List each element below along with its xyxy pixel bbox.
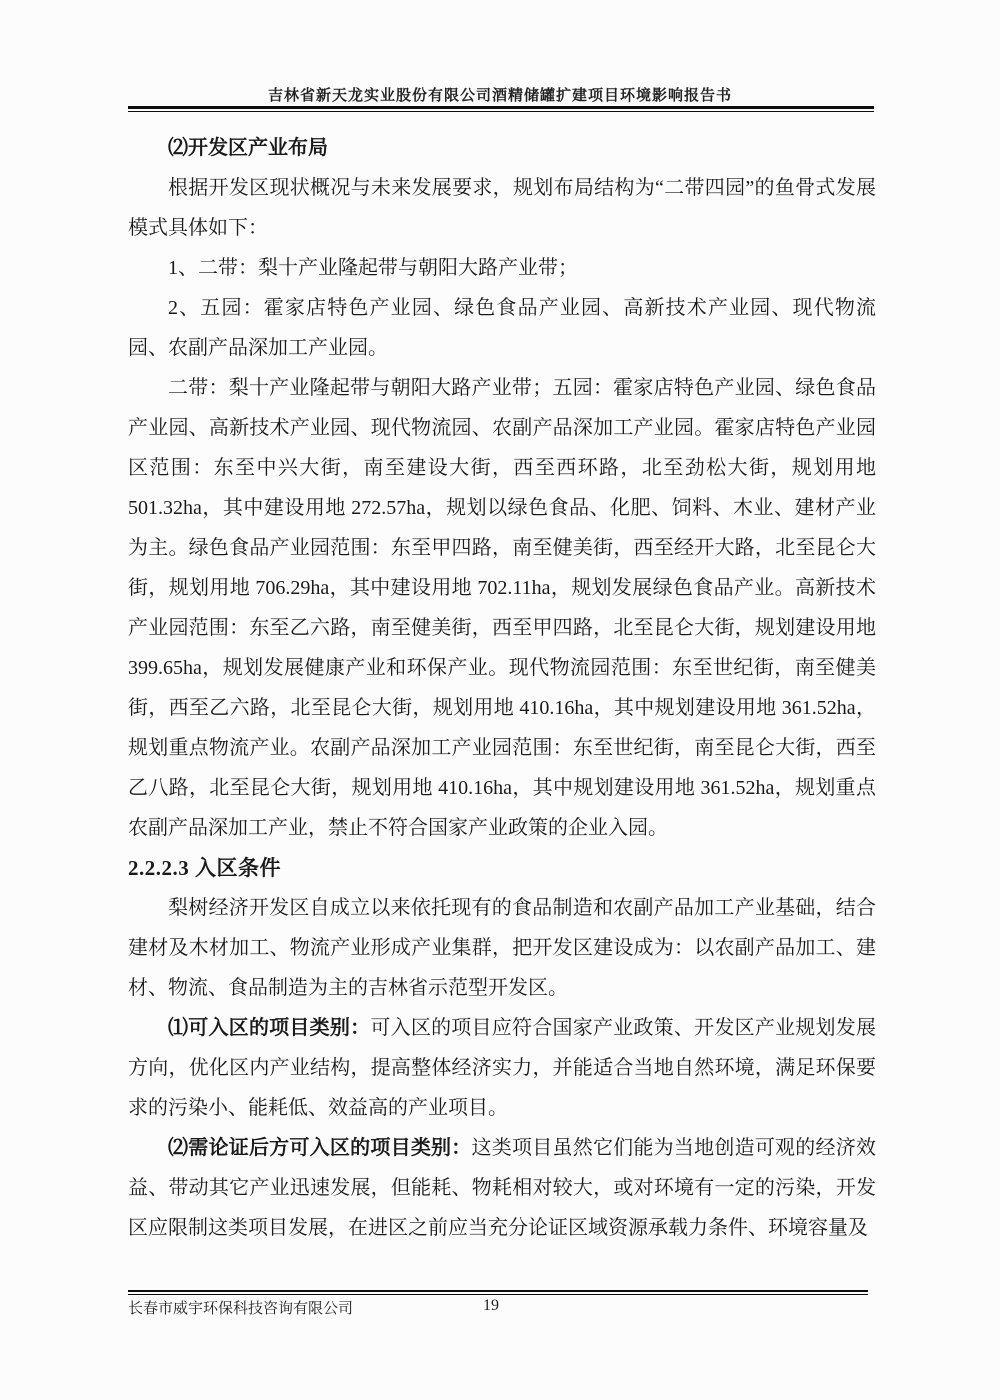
list-item-two-belts: 1、二带：梨十产业隆起带与朝阳大路产业带； (168, 257, 578, 279)
document-body (128, 128, 876, 1248)
para-industrial-parks: 二带：梨十产业隆起带与朝阳大路产业带；五园：霍家店特色产业园、绿色食品产业园、高新技术产业园、现代物流园、农副产品深加工产业园。霍家店特色产业园区范围：东至中兴大街，南至建设大街，西至西环路，北至劲松大街，规划用地 501.32ha，其中建设用地 272.57ha，规划以绿色食品、化肥、饲料、木业、建材产业为主。绿色食品产业园范围：东至甲四路，南至健美街，西至经开大路，北至昆仑大街，规划用地 706.29ha，其中建设用地 702.11ha，规划发展绿色食品产业。高新技术产业园范围：东至乙六路，南至健美街，西至甲四路，北至昆仑大街，规划建设用地 399.65ha，规划发展健康产业和环保产业。现代物流园范围：东至世纪街，南至健美街，西至乙六路，北至昆仑大街，规划用地 410.16ha，其中规划建设用地 361.52ha，规划重点物流产业。农副产品深加工产业园范围：东至世纪街，南至昆仑大街，西至乙八路，北至昆仑大街，规划用地 410.16ha，其中规划建设用地 361.52ha，规划重点农副产品深加工产业，禁止不符合国家产业政策的企业入园。 (128, 377, 876, 839)
allowed-projects-text: 可入区的项目应符合国家产业政策、开发区产业规划发展方向，优化区内产业结构，提高整体经济实力，并能适合当地自然环境，满足环保要求的污染小、能耗低、效益高的产业项目。 (128, 1017, 877, 1119)
page-footer (128, 1297, 868, 1327)
page-header (0, 84, 1000, 105)
page-number: 19 (483, 1297, 499, 1314)
list-item-five-parks: 2、五园：霍家店特色产业园、绿色食品产业园、高新技术产业园、现代物流园、农副产品深加工产业园。 (128, 297, 876, 359)
para-allowed-projects (128, 1008, 876, 1128)
header-rule (128, 106, 874, 112)
para-entry-basis: 梨树经济开发区自成立以来依托现有的食品制造和农副产品加工产业基础，结合建材及木材加工、物流产业形成产业集群，把开发区建设成为：以农副产品加工、建材、物流、食品制造为主的吉林省示范型开发区。 (128, 897, 876, 999)
heading-entry-conditions: 2.2.2.3 入区条件 (128, 856, 281, 880)
conditional-projects-text: 这类项目虽然它们能为当地创造可观的经济效益、带动其它产业迅速发展，但能耗、物耗相对较大，或对环境有一定的污染，开发区应限制这类项目发展，在进区之前应当充分论证区域资源承载力条件、环境容量及 (128, 1137, 877, 1239)
conditional-projects-label: ⑵需论证后方可入区的项目类别： (168, 1137, 472, 1159)
para-conditional-projects (128, 1128, 876, 1248)
header-title: 吉林省新天龙实业股份有限公司酒精储罐扩建项目环境影响报告书 (267, 88, 732, 104)
footer-company: 长春市威宇环保科技咨询有限公司 (128, 1301, 354, 1317)
para-overview: 根据开发区现状概况与未来发展要求，规划布局结构为“二带四园”的鱼骨式发展模式具体如下： (128, 177, 876, 239)
allowed-projects-label: ⑴可入区的项目类别： (168, 1017, 371, 1039)
heading-development-layout: ⑵开发区产业布局 (168, 137, 328, 159)
footer-rule (128, 1290, 868, 1295)
